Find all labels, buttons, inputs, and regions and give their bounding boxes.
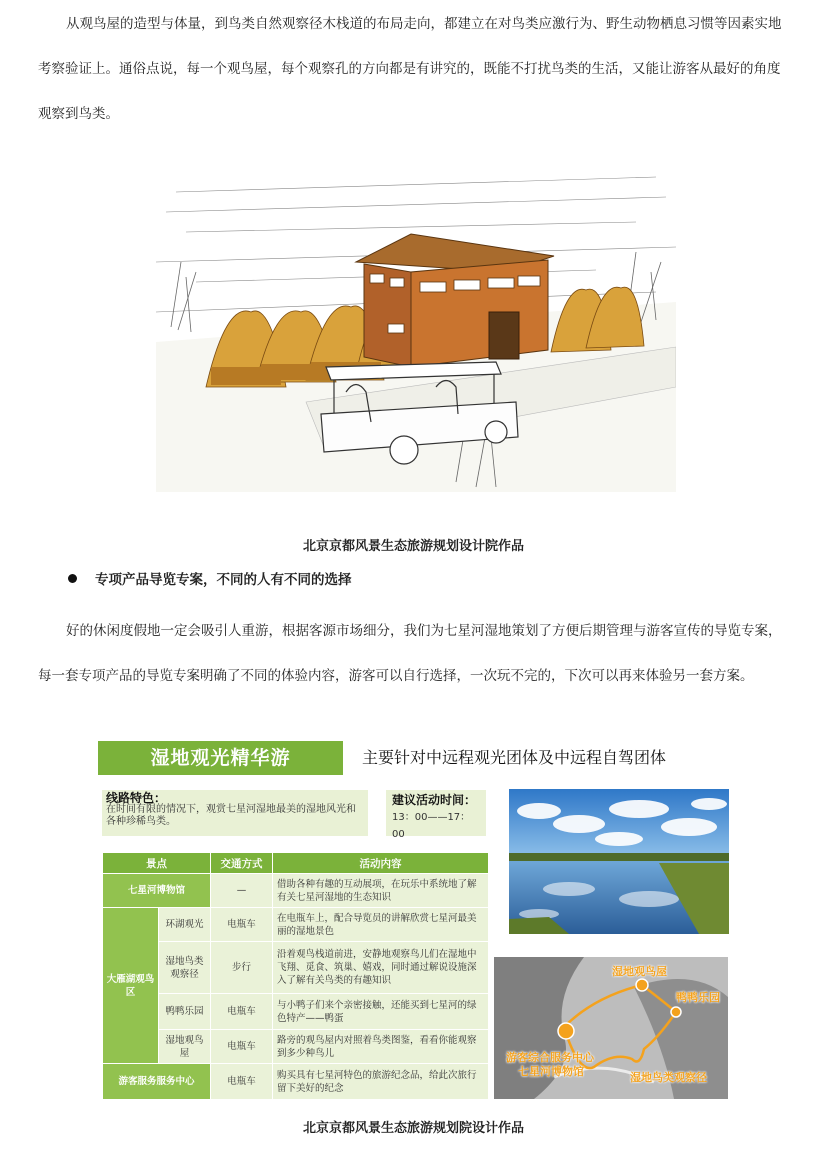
route-title: 线路特色： (106, 791, 167, 805)
activity-cell: 购买具有七星河特色的旅游纪念品，给此次旅行留下美好的纪念 (273, 1064, 489, 1100)
spot-cell: 游客服务服务中心 (103, 1064, 211, 1100)
spot-cell: 鸭鸭乐园 (159, 994, 211, 1030)
transport-cell: 步行 (211, 942, 273, 994)
map-label-trail: 湿地鸟类观察径 (630, 1071, 707, 1084)
activity-cell: 沿着观鸟栈道前进，安静地观察鸟儿们在湿地中飞翔、觅食、筑巢、嬉戏，同时通过解说设施深入了解有关鸟类的有趣知识 (273, 942, 489, 994)
intro-paragraph: 从观鸟屋的造型与体量，到鸟类自然观察径木栈道的布局走向，都建立在对鸟类应激行为、野生动物栖息习惯等因素实地考察验证上。通俗点说，每一个观鸟屋，每个观察孔的方向都是有讲究的，既能不打扰鸟类的生活，又能让游客从最好的角度观察到鸟类。 (38, 16, 782, 122)
transport-cell: 电瓶车 (211, 994, 273, 1030)
schedule-table (102, 852, 489, 1100)
plan-paragraph: 好的休闲度假地一定会吸引人重游，根据客源市场细分，我们为七星河湿地策划了方便后期管理与游客宣传的导览专案，每一套专项产品的导览专案明确了不同的体验内容，游客可以自行选择，一次玩不完的，下次可以再来体验另一套方案。 (38, 623, 782, 684)
header-activity: 活动内容 (273, 853, 489, 874)
time-value: 13：00——17：00 (392, 812, 471, 840)
section-heading (68, 568, 352, 588)
header-transport: 交通方式 (211, 853, 273, 874)
route-map (494, 957, 728, 1099)
route-feature-box (102, 790, 368, 836)
map-label-center-2: 七星河博物馆 (518, 1065, 584, 1078)
figure-caption-2: 北京京都风景生态旅游规划院设计作品 (302, 1121, 524, 1136)
activity-cell: 在电瓶车上，配合导览员的讲解欣赏七星河最美丽的湿地景色 (273, 908, 489, 942)
table-row (103, 942, 489, 994)
plan-subtitle: 主要针对中远程观光团体及中远程自驾团体 (362, 748, 667, 767)
activity-time-box (386, 790, 486, 840)
table-row (103, 994, 489, 1030)
transport-cell: 电瓶车 (211, 1064, 273, 1100)
table-row (103, 1064, 489, 1100)
map-label-birdhouse: 湿地观鸟屋 (612, 965, 667, 978)
table-header-row (103, 853, 489, 874)
route-text: 在时间有限的情况下，观赏七星河湿地最美的湿地风光和各种珍稀鸟类。 (106, 804, 356, 827)
time-title: 建议活动时间： (392, 793, 477, 807)
spot-cell: 湿地观鸟屋 (159, 1030, 211, 1064)
wetland-photo (509, 789, 729, 934)
section-heading-text: 专项产品导览专案，不同的人有不同的选择 (95, 572, 352, 588)
table-row (103, 908, 489, 942)
table-row (103, 874, 489, 908)
transport-cell: 电瓶车 (211, 908, 273, 942)
map-label-center-1: 游客综合服务中心 (506, 1051, 594, 1064)
transport-cell: — (211, 874, 273, 908)
group-cell: 大雁湖观鸟区 (103, 908, 159, 1064)
spot-cell: 七星河博物馆 (103, 874, 211, 908)
header-spot: 景点 (103, 853, 211, 874)
bullet-dot-icon (68, 574, 77, 583)
figure-caption-1: 北京京都风景生态旅游规划设计院作品 (302, 539, 524, 554)
activity-cell: 与小鸭子们来个亲密接触，还能买到七星河的绿色特产——鸭蛋 (273, 994, 489, 1030)
activity-cell: 借助各种有趣的互动展项，在玩乐中系统地了解有关七星河湿地的生态知识 (273, 874, 489, 908)
spot-cell: 湿地鸟类观察径 (159, 942, 211, 994)
bird-house-sketch (156, 152, 676, 492)
transport-cell: 电瓶车 (211, 1030, 273, 1064)
map-label-duck: 鸭鸭乐园 (676, 991, 720, 1004)
table-row (103, 1030, 489, 1064)
plan-banner: 湿地观光精华游 (98, 741, 343, 775)
spot-cell: 环湖观光 (159, 908, 211, 942)
activity-cell: 路旁的观鸟屋内对照着鸟类图鉴，看看你能观察到多少种鸟儿 (273, 1030, 489, 1064)
